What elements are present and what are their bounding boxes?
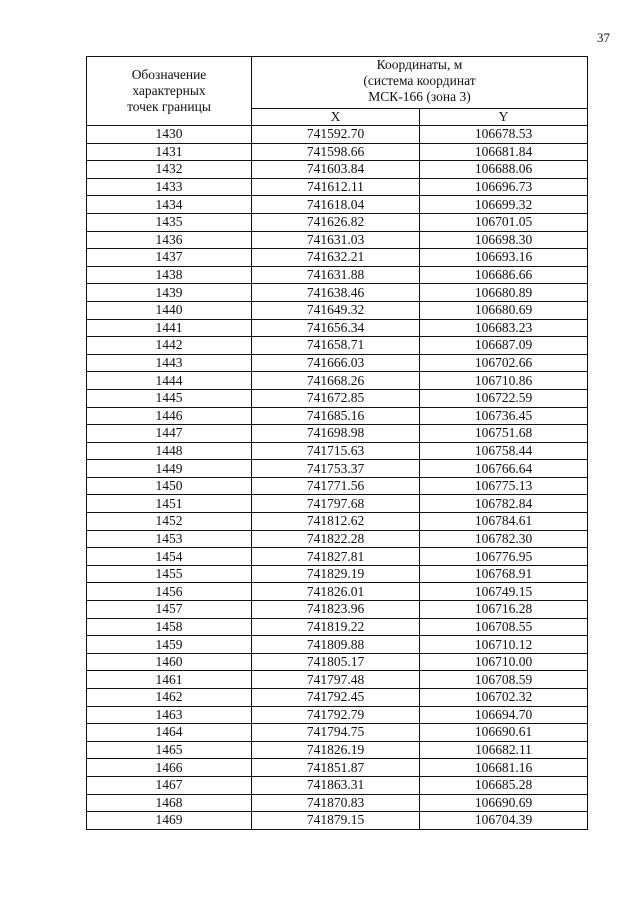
table-row: [87, 407, 588, 425]
y-coordinate-cell: 106681.16: [420, 759, 588, 777]
table-row: [87, 759, 588, 777]
table-row: [87, 143, 588, 161]
table-row: [87, 178, 588, 196]
coordinates-header-line: МСК-166 (зона 3): [368, 89, 471, 104]
y-coordinate-cell: 106678.53: [420, 126, 588, 144]
point-id-cell: 1451: [87, 495, 252, 513]
y-coordinate-cell: 106702.66: [420, 354, 588, 372]
y-coordinate-cell: 106680.69: [420, 301, 588, 319]
y-coordinate-cell: 106710.12: [420, 636, 588, 654]
point-id-cell: 1468: [87, 794, 252, 812]
x-coordinate-cell: 741797.48: [252, 671, 420, 689]
y-coordinate-cell: 106698.30: [420, 231, 588, 249]
point-id-cell: 1449: [87, 460, 252, 478]
table-header: [87, 57, 588, 126]
y-coordinate-cell: 106749.15: [420, 583, 588, 601]
y-coordinate-cell: 106784.61: [420, 513, 588, 531]
x-coordinate-cell: 741638.46: [252, 284, 420, 302]
x-coordinate-cell: 741598.66: [252, 143, 420, 161]
point-id-cell: 1459: [87, 636, 252, 654]
table-row: [87, 601, 588, 619]
y-coordinate-cell: 106704.39: [420, 812, 588, 830]
table-row: [87, 389, 588, 407]
point-id-header: [87, 57, 252, 126]
x-coordinate-cell: 741829.19: [252, 565, 420, 583]
point-id-header-line: Обозначение: [131, 67, 207, 82]
table-row: [87, 231, 588, 249]
y-coordinate-cell: 106693.16: [420, 249, 588, 267]
y-coordinate-cell: 106782.84: [420, 495, 588, 513]
y-coordinate-cell: 106722.59: [420, 389, 588, 407]
table-row: [87, 724, 588, 742]
table-row: [87, 812, 588, 830]
table-row: [87, 495, 588, 513]
x-coordinate-cell: 741618.04: [252, 196, 420, 214]
point-id-cell: 1445: [87, 389, 252, 407]
coordinates-header-line: (система координат: [363, 73, 476, 88]
point-id-cell: 1466: [87, 759, 252, 777]
x-coordinate-cell: 741792.45: [252, 689, 420, 707]
y-coordinate-cell: 106751.68: [420, 425, 588, 443]
point-id-cell: 1464: [87, 724, 252, 742]
y-coordinate-cell: 106701.05: [420, 213, 588, 231]
y-coordinate-cell: 106687.09: [420, 337, 588, 355]
x-coordinate-cell: 741809.88: [252, 636, 420, 654]
x-coordinate-cell: 741612.11: [252, 178, 420, 196]
table-row: [87, 337, 588, 355]
point-id-cell: 1450: [87, 477, 252, 495]
y-coordinate-cell: 106736.45: [420, 407, 588, 425]
point-id-cell: 1457: [87, 601, 252, 619]
point-id-cell: 1469: [87, 812, 252, 830]
point-id-cell: 1444: [87, 372, 252, 390]
y-coordinate-cell: 106710.00: [420, 653, 588, 671]
x-coordinate-cell: 741792.79: [252, 706, 420, 724]
x-coordinate-cell: 741672.85: [252, 389, 420, 407]
point-id-cell: 1454: [87, 548, 252, 566]
x-axis-header: X: [252, 109, 420, 126]
table-row: [87, 671, 588, 689]
table-row: [87, 689, 588, 707]
table-row: [87, 249, 588, 267]
point-id-header-line: характерных: [132, 83, 206, 98]
x-coordinate-cell: 741851.87: [252, 759, 420, 777]
y-coordinate-cell: 106776.95: [420, 548, 588, 566]
x-coordinate-cell: 741797.68: [252, 495, 420, 513]
table-row: [87, 372, 588, 390]
y-coordinate-cell: 106683.23: [420, 319, 588, 337]
x-coordinate-cell: 741827.81: [252, 548, 420, 566]
y-coordinate-cell: 106690.69: [420, 794, 588, 812]
y-coordinate-cell: 106702.32: [420, 689, 588, 707]
table-row: [87, 618, 588, 636]
table-row: [87, 477, 588, 495]
y-coordinate-cell: 106681.84: [420, 143, 588, 161]
table-row: [87, 319, 588, 337]
x-coordinate-cell: 741685.16: [252, 407, 420, 425]
point-id-cell: 1443: [87, 354, 252, 372]
x-coordinate-cell: 741771.56: [252, 477, 420, 495]
y-coordinate-cell: 106710.86: [420, 372, 588, 390]
y-coordinate-cell: 106766.64: [420, 460, 588, 478]
table-row: [87, 425, 588, 443]
point-id-cell: 1446: [87, 407, 252, 425]
x-coordinate-cell: 741631.88: [252, 266, 420, 284]
y-coordinate-cell: 106775.13: [420, 477, 588, 495]
y-coordinate-cell: 106782.30: [420, 530, 588, 548]
coordinates-header-line: Координаты, м: [376, 57, 463, 72]
y-coordinate-cell: 106696.73: [420, 178, 588, 196]
x-coordinate-cell: 741826.19: [252, 741, 420, 759]
point-id-cell: 1462: [87, 689, 252, 707]
x-coordinate-cell: 741863.31: [252, 776, 420, 794]
point-id-cell: 1456: [87, 583, 252, 601]
table-row: [87, 284, 588, 302]
point-id-cell: 1447: [87, 425, 252, 443]
point-id-cell: 1438: [87, 266, 252, 284]
x-coordinate-cell: 741603.84: [252, 161, 420, 179]
y-coordinate-cell: 106708.55: [420, 618, 588, 636]
table-row: [87, 794, 588, 812]
point-id-cell: 1433: [87, 178, 252, 196]
point-id-cell: 1441: [87, 319, 252, 337]
x-coordinate-cell: 741870.83: [252, 794, 420, 812]
table-row: [87, 442, 588, 460]
y-coordinate-cell: 106708.59: [420, 671, 588, 689]
coordinates-table: [86, 56, 588, 830]
x-coordinate-cell: 741823.96: [252, 601, 420, 619]
point-id-cell: 1439: [87, 284, 252, 302]
x-coordinate-cell: 741698.98: [252, 425, 420, 443]
x-coordinate-cell: 741879.15: [252, 812, 420, 830]
x-coordinate-cell: 741592.70: [252, 126, 420, 144]
x-coordinate-cell: 741715.63: [252, 442, 420, 460]
x-coordinate-cell: 741649.32: [252, 301, 420, 319]
point-id-cell: 1440: [87, 301, 252, 319]
y-coordinate-cell: 106690.61: [420, 724, 588, 742]
table-body: [87, 126, 588, 830]
point-id-cell: 1453: [87, 530, 252, 548]
table-row: [87, 565, 588, 583]
table-row: [87, 636, 588, 654]
table-row: [87, 213, 588, 231]
x-coordinate-cell: 741812.62: [252, 513, 420, 531]
x-coordinate-cell: 741631.03: [252, 231, 420, 249]
table-row: [87, 354, 588, 372]
x-coordinate-cell: 741658.71: [252, 337, 420, 355]
x-coordinate-cell: 741805.17: [252, 653, 420, 671]
point-id-cell: 1458: [87, 618, 252, 636]
table-row: [87, 530, 588, 548]
table-row: [87, 460, 588, 478]
point-id-cell: 1452: [87, 513, 252, 531]
point-id-cell: 1455: [87, 565, 252, 583]
y-coordinate-cell: 106768.91: [420, 565, 588, 583]
y-coordinate-cell: 106758.44: [420, 442, 588, 460]
table-row: [87, 776, 588, 794]
table-row: [87, 653, 588, 671]
y-coordinate-cell: 106688.06: [420, 161, 588, 179]
point-id-cell: 1467: [87, 776, 252, 794]
point-id-cell: 1434: [87, 196, 252, 214]
point-id-cell: 1432: [87, 161, 252, 179]
x-coordinate-cell: 741794.75: [252, 724, 420, 742]
y-coordinate-cell: 106694.70: [420, 706, 588, 724]
page-number: 37: [597, 30, 610, 45]
point-id-cell: 1448: [87, 442, 252, 460]
table-row: [87, 513, 588, 531]
table-row: [87, 301, 588, 319]
table-row: [87, 161, 588, 179]
table-row: [87, 548, 588, 566]
point-id-cell: 1463: [87, 706, 252, 724]
point-id-cell: 1437: [87, 249, 252, 267]
x-coordinate-cell: 741819.22: [252, 618, 420, 636]
point-id-cell: 1461: [87, 671, 252, 689]
x-coordinate-cell: 741822.28: [252, 530, 420, 548]
table-row: [87, 706, 588, 724]
y-coordinate-cell: 106680.89: [420, 284, 588, 302]
x-coordinate-cell: 741666.03: [252, 354, 420, 372]
table-row: [87, 741, 588, 759]
table-row: [87, 583, 588, 601]
table-row: [87, 126, 588, 144]
point-id-cell: 1436: [87, 231, 252, 249]
point-id-cell: 1465: [87, 741, 252, 759]
point-id-cell: 1460: [87, 653, 252, 671]
x-coordinate-cell: 741626.82: [252, 213, 420, 231]
x-coordinate-cell: 741753.37: [252, 460, 420, 478]
y-coordinate-cell: 106682.11: [420, 741, 588, 759]
x-coordinate-cell: 741668.26: [252, 372, 420, 390]
x-coordinate-cell: 741656.34: [252, 319, 420, 337]
y-coordinate-cell: 106685.28: [420, 776, 588, 794]
point-id-cell: 1442: [87, 337, 252, 355]
x-coordinate-cell: 741632.21: [252, 249, 420, 267]
y-coordinate-cell: 106686.66: [420, 266, 588, 284]
y-coordinate-cell: 106716.28: [420, 601, 588, 619]
x-coordinate-cell: 741826.01: [252, 583, 420, 601]
y-coordinate-cell: 106699.32: [420, 196, 588, 214]
point-id-header-line: точек границы: [127, 99, 211, 114]
y-axis-header: Y: [420, 109, 588, 126]
point-id-cell: 1435: [87, 213, 252, 231]
coordinates-header: [252, 57, 588, 109]
table-row: [87, 266, 588, 284]
table-row: [87, 196, 588, 214]
point-id-cell: 1430: [87, 126, 252, 144]
point-id-cell: 1431: [87, 143, 252, 161]
